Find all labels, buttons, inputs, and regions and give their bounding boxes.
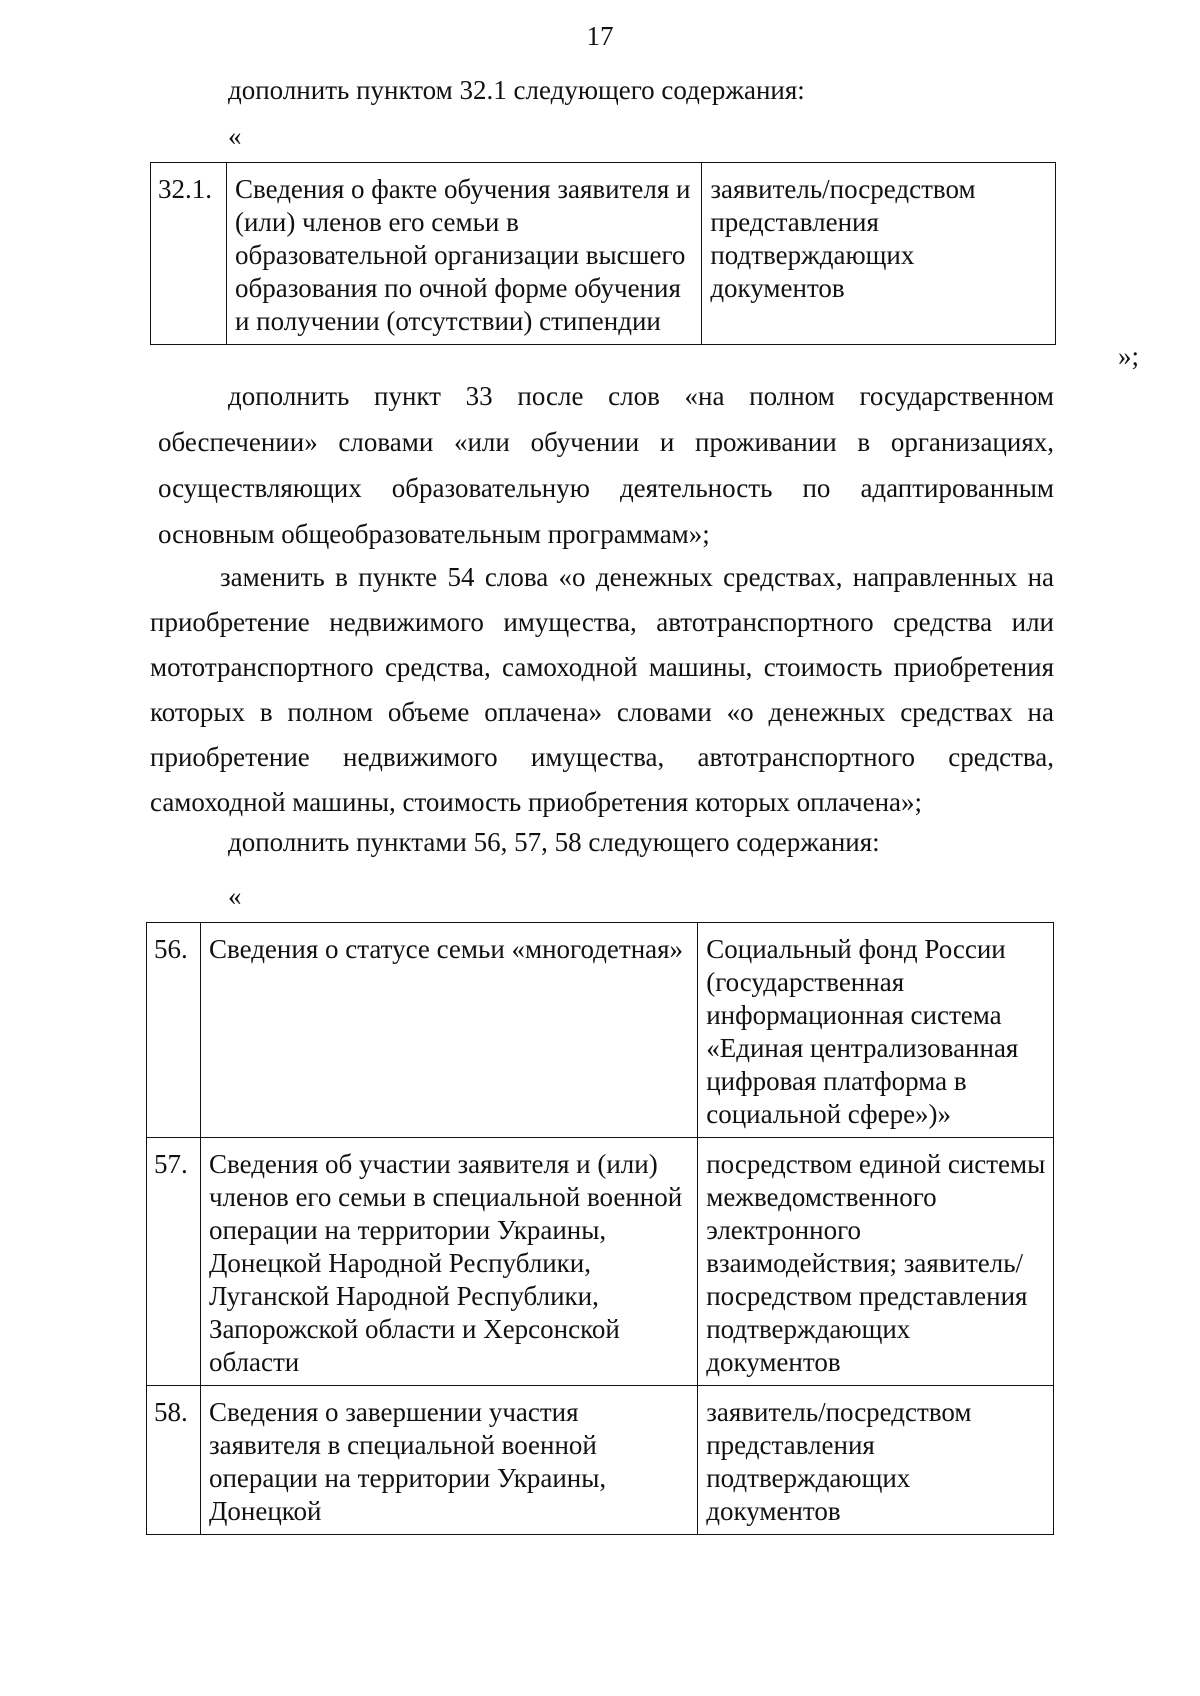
closing-quote: »; — [1118, 341, 1140, 371]
paragraph-add-56-58: дополнить пунктами 56, 57, 58 следующего содержания: — [228, 827, 880, 857]
opening-quote: « — [228, 881, 242, 911]
table-row — [151, 163, 1056, 345]
row-number: 57. — [147, 1138, 201, 1386]
page-number: 17 — [586, 21, 614, 51]
info-cell: Сведения о факте обучения заявителя и (или) членов его семьи в образовательной организации высшего образования по очной форме обучения и получении (отсутствии) стипендии — [226, 163, 701, 345]
paragraph-amend-54: заменить в пункте 54 слова «о денежных средствах, направленных на приобретение недвижимого имущества, автотранспортного средства или мототранспортного средства, самоходной машины, стоимость приобретения которых в полном объеме оплачена» словами «о денежных средствах на приобретение недвижимого имущества, автотранспортного средства, самоходной машины, стоимость приобретения которых оплачена»; — [150, 562, 1054, 817]
table-row — [147, 1386, 1054, 1535]
amendment-table-32-1 — [150, 162, 1056, 345]
table-row — [147, 1138, 1054, 1386]
info-cell: Сведения о завершении участия заявителя в специальной военной операции на территории Украины, Донецкой — [200, 1386, 697, 1535]
paragraph-add-32-1: дополнить пунктом 32.1 следующего содержания: — [228, 75, 805, 105]
amendment-table-56-58 — [146, 922, 1054, 1535]
paragraph-amend-33: дополнить пункт 33 после слов «на полном государственном обеспечении» словами «или обучении и проживании в организациях, осуществляющих образовательную деятельность по адаптированным основным общеобразовательным программам»; — [158, 381, 1054, 549]
table-row — [147, 923, 1054, 1138]
source-cell: Социальный фонд России (государственная информационная система «Единая централизованная цифровая платформа в социальной сфере»)» — [698, 923, 1054, 1138]
row-number: 58. — [147, 1386, 201, 1535]
info-cell: Сведения об участии заявителя и (или) членов его семьи в специальной военной операции на территории Украины, Донецкой Народной Республики, Луганской Народной Республики, Запорожской области и Херсонской области — [200, 1138, 697, 1386]
row-number: 56. — [147, 923, 201, 1138]
opening-quote: « — [228, 121, 242, 151]
info-cell: Сведения о статусе семьи «многодетная» — [200, 923, 697, 1138]
source-cell: заявитель/посредством представления подтверждающих документов — [698, 1386, 1054, 1535]
source-cell: заявитель/посредством представления подтверждающих документов — [702, 163, 1056, 345]
row-number: 32.1. — [151, 163, 227, 345]
source-cell: посредством единой системы межведомственного электронного взаимодействия; заявитель/посредством представления подтверждающих документов — [698, 1138, 1054, 1386]
